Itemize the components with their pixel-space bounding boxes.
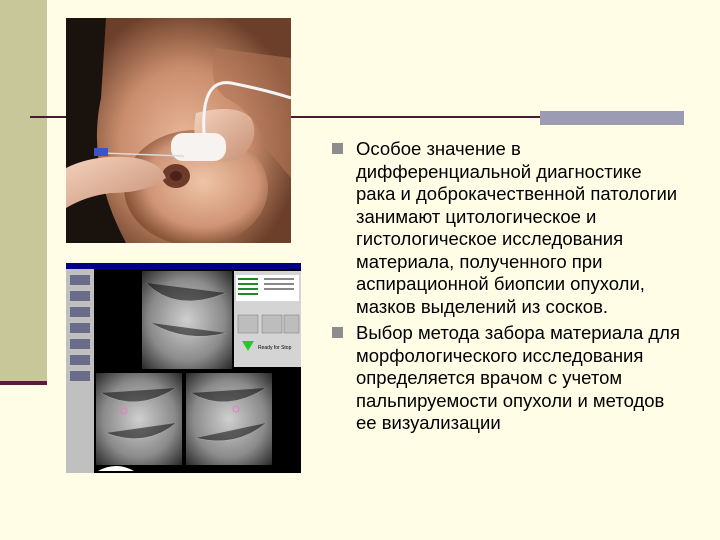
- bullet-square-icon: [332, 143, 343, 154]
- bullet-text: Особое значение в дифференциальной диагностике рака и доброкачественной патологии занимают цитологическое и гистологическое исследования материала, полученного при аспирационной биопсии опухоли, мазков выделений из сосков.: [356, 138, 678, 317]
- biopsy-procedure-photo: [66, 18, 291, 243]
- status-text: Ready for Stop: [258, 345, 292, 351]
- bullet-item: [330, 322, 685, 435]
- left-stripe-accent: [0, 381, 47, 385]
- bullet-square-icon: [332, 327, 343, 338]
- bullet-text: Выбор метода забора материала для морфологического исследования определяется врачом с учетом пальпируемости опухоли и методов ее визуализации: [356, 322, 680, 433]
- stereotactic-software-screenshot: [66, 263, 301, 473]
- bullet-list: [330, 138, 685, 439]
- accent-bar: [540, 111, 684, 125]
- left-decorative-stripe: [0, 0, 47, 383]
- bullet-item: [330, 138, 685, 318]
